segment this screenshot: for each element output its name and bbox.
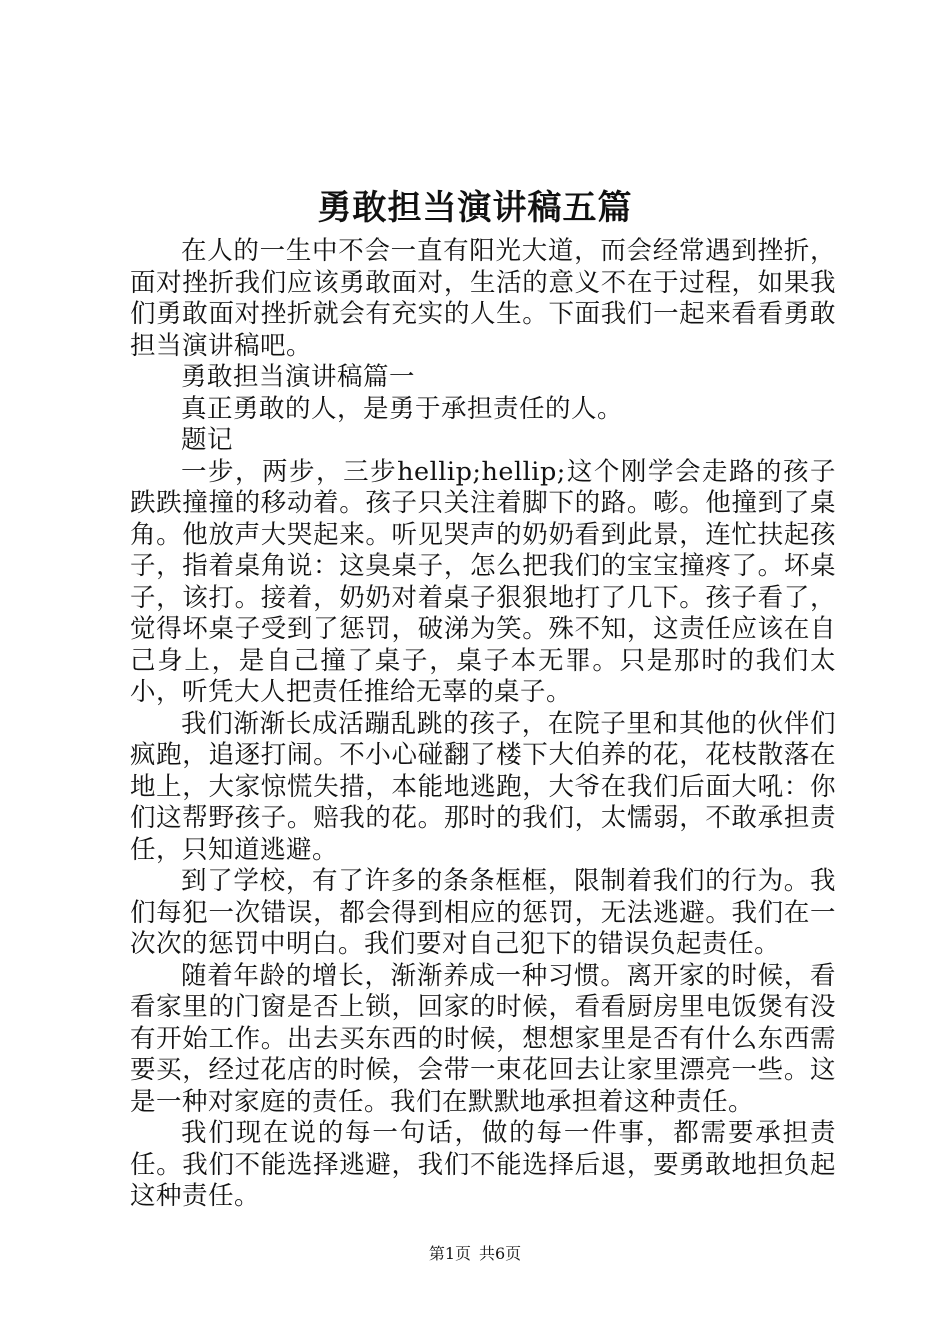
body-paragraph: 随着年龄的增长，渐渐养成一种习惯。离开家的时候，看看家里的门窗是否上锁，回家的时候，看看厨房里电饭煲有没有开始工作。出去买东西的时候，想想家里是否有什么东西需要买，经过花店的时候，会带一束花回去让家里漂亮一些。这是一种对家庭的责任。我们在默默地承担着这种责任。	[130, 960, 836, 1117]
page-number: 第1页	[428, 1244, 471, 1263]
document-body	[130, 236, 836, 1213]
body-paragraph: 我们渐渐长成活蹦乱跳的孩子，在院子里和其他的伙伴们疯跑，追逐打闹。不小心碰翻了楼下大伯养的花，花枝散落在地上，大家惊慌失措，本能地逃跑，大爷在我们后面大吼：你们这帮野孩子。赔我的花。那时的我们，太懦弱，不敢承担责任，只知道逃避。	[130, 708, 836, 865]
section-heading: 勇敢担当演讲稿篇一	[181, 362, 416, 392]
document-title: 勇敢担当演讲稿五篇	[317, 188, 633, 228]
body-paragraph: 我们现在说的每一句话，做的每一件事，都需要承担责任。我们不能选择逃避，我们不能选择后退，要勇敢地担负起这种责任。	[130, 1118, 836, 1211]
epigraph-label: 题记	[181, 425, 234, 455]
epigraph: 真正勇敢的人，是勇于承担责任的人。	[181, 393, 624, 424]
intro-paragraph: 在人的一生中不会一直有阳光大道，而会经常遇到挫折，面对挫折我们应该勇敢面对，生活的意义不在于过程，如果我们勇敢面对挫折就会有充实的人生。下面我们一起来看看勇敢担当演讲稿吧。	[130, 236, 836, 361]
page-total: 共6页	[479, 1244, 522, 1263]
page-footer	[0, 1242, 950, 1266]
body-paragraph: 到了学校，有了许多的条条框框，限制着我们的行为。我们每犯一次错误，都会得到相应的惩罚，无法逃避。我们在一次次的惩罚中明白。我们要对自己犯下的错误负起责任。	[130, 866, 836, 959]
body-paragraph: 一步，两步，三步hellip;hellip;这个刚学会走路的孩子跌跌撞撞的移动着。孩子只关注着脚下的路。嘭。他撞到了桌角。他放声大哭起来。听见哭声的奶奶看到此景，连忙扶起孩子，指着桌角说：这臭桌子，怎么把我们的宝宝撞疼了。坏桌子，该打。接着，奶奶对着桌子狠狠地打了几下。孩子看了，觉得坏桌子受到了惩罚，破涕为笑。殊不知，这责任应该在自己身上，是自己撞了桌子，桌子本无罪。只是那时的我们太小，听凭大人把责任推给无辜的桌子。	[130, 456, 836, 707]
